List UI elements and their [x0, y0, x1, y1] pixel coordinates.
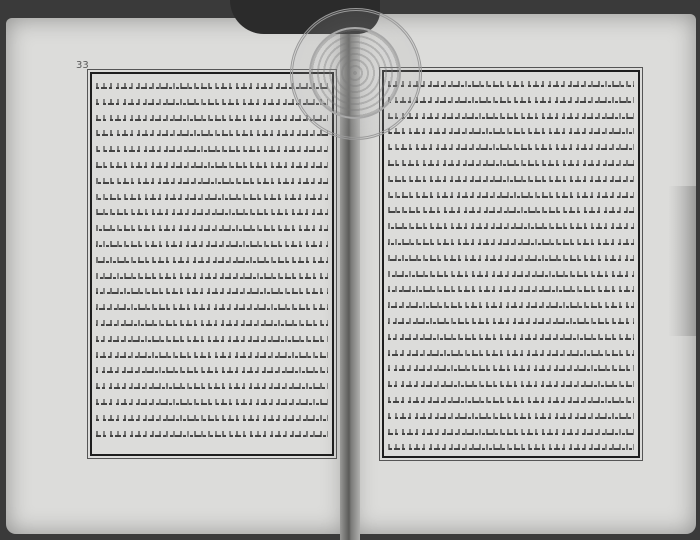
right-text-line: [388, 250, 634, 266]
right-text-line: [388, 92, 634, 108]
left-text-line: [96, 283, 328, 299]
right-text-line: [388, 424, 634, 440]
right-text-line: [388, 234, 634, 250]
left-text-line: [96, 268, 328, 284]
right-text-lines: [388, 76, 634, 452]
right-text-line: [388, 313, 634, 329]
right-text-line: [388, 408, 634, 424]
right-text-line: [388, 76, 634, 92]
right-text-line: [388, 329, 634, 345]
left-text-line: [96, 394, 328, 410]
left-text-line: [96, 331, 328, 347]
left-text-line: [96, 110, 328, 126]
right-text-line: [388, 108, 634, 124]
right-text-line: [388, 281, 634, 297]
left-text-line: [96, 252, 328, 268]
right-text-line: [388, 155, 634, 171]
left-text-line: [96, 204, 328, 220]
right-text-line: [388, 345, 634, 361]
folio-number: 33: [76, 60, 89, 71]
left-text-line: [96, 220, 328, 236]
left-text-line: [96, 315, 328, 331]
left-text-line: [96, 141, 328, 157]
right-text-line: [388, 392, 634, 408]
right-text-block: [382, 70, 640, 458]
right-text-line: [388, 202, 634, 218]
left-text-line: [96, 426, 328, 442]
right-text-line: [388, 266, 634, 282]
right-text-line: [388, 439, 634, 455]
right-text-line: [388, 171, 634, 187]
left-text-line: [96, 362, 328, 378]
left-text-line: [96, 299, 328, 315]
left-text-line: [96, 125, 328, 141]
right-text-line: [388, 297, 634, 313]
left-text-line: [96, 236, 328, 252]
left-text-lines: [96, 78, 328, 450]
right-text-line: [388, 187, 634, 203]
left-text-line: [96, 157, 328, 173]
left-text-line: [96, 410, 328, 426]
right-text-line: [388, 360, 634, 376]
left-text-line: [96, 189, 328, 205]
right-text-line: [388, 139, 634, 155]
left-text-line: [96, 378, 328, 394]
seal-inner-ring: [309, 27, 401, 119]
right-text-line: [388, 376, 634, 392]
library-seal-stamp: [290, 8, 422, 140]
left-text-line: [96, 347, 328, 363]
left-text-block: [90, 72, 334, 456]
left-text-line: [96, 173, 328, 189]
page-shadow: [668, 186, 698, 336]
right-text-line: [388, 218, 634, 234]
right-text-line: [388, 123, 634, 139]
